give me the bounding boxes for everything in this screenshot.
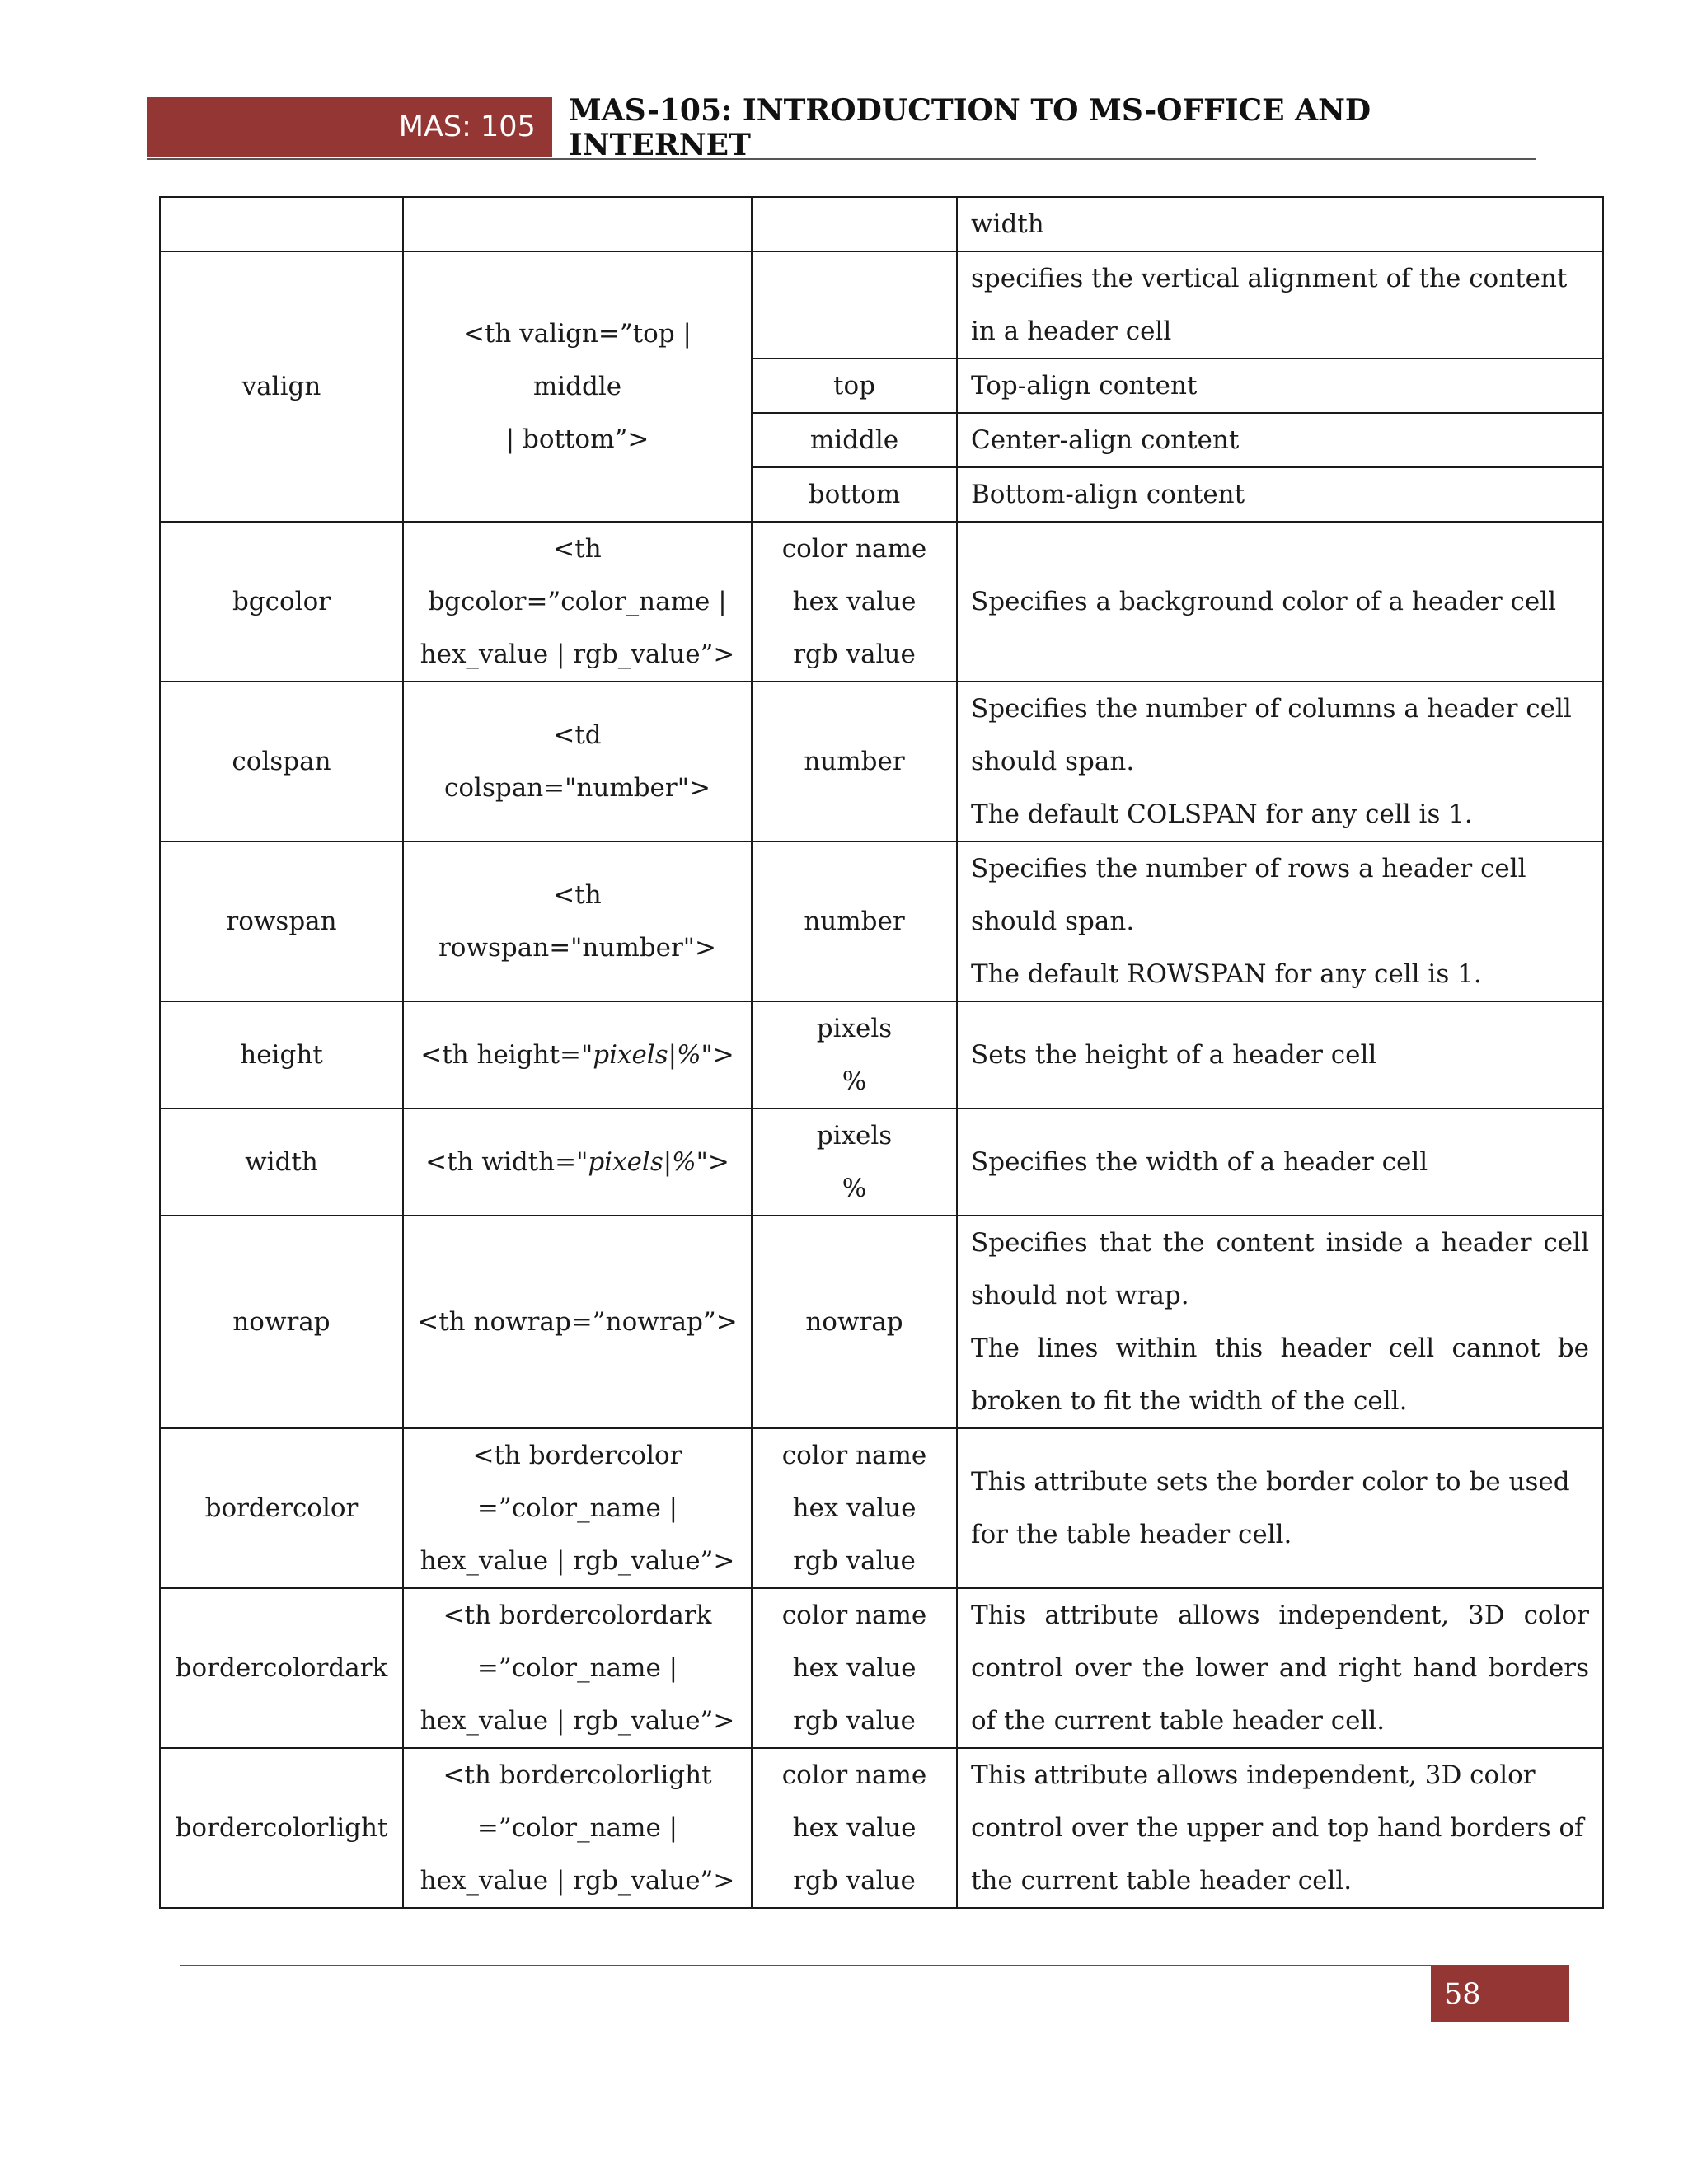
attr-syntax: <th bordercolor =”color_name | hex_value | rgb_value”>	[403, 1428, 752, 1588]
attr-name: bgcolor	[160, 522, 403, 682]
attr-name: colspan	[160, 682, 403, 841]
attr-value-description: Center-align content	[957, 413, 1603, 467]
attr-value: nowrap	[752, 1216, 957, 1428]
attr-name: valign	[160, 251, 403, 522]
continued-width-text: width	[957, 197, 1603, 251]
attr-name: bordercolorlight	[160, 1748, 403, 1908]
attr-syntax: <th bordercolordark =”color_name | hex_value | rgb_value”>	[403, 1588, 752, 1748]
course-title: MAS-105: INTRODUCTION TO MS-OFFICE AND INTERNET	[568, 93, 1372, 162]
attr-values: pixels %	[752, 1108, 957, 1216]
attr-values: color name hex value rgb value	[752, 1428, 957, 1588]
table-row-bgcolor	[160, 522, 1603, 682]
attr-name: width	[160, 1108, 403, 1216]
attr-name: height	[160, 1001, 403, 1108]
attr-syntax: <th nowrap=”nowrap”>	[403, 1216, 752, 1428]
th-attributes-table	[159, 196, 1604, 1909]
attr-description: Sets the height of a header cell	[957, 1001, 1603, 1108]
attr-description: Specifies the width of a header cell	[957, 1108, 1603, 1216]
attr-description: Specifies the number of columns a header cell should span. The default COLSPAN for any cell is 1.	[957, 682, 1603, 841]
attr-values: pixels %	[752, 1001, 957, 1108]
attr-syntax: <th valign=”top | middle | bottom”>	[403, 251, 752, 522]
attr-name: nowrap	[160, 1216, 403, 1428]
table-row-valign	[160, 251, 1603, 359]
attr-syntax: <th bgcolor=”color_name | hex_value | rgb_value”>	[403, 522, 752, 682]
table-row-colspan	[160, 682, 1603, 841]
attr-values: color name hex value rgb value	[752, 1748, 957, 1908]
table-row-nowrap	[160, 1216, 1603, 1428]
table-row-bordercolorlight	[160, 1748, 1603, 1908]
course-code-badge: MAS: 105	[147, 97, 552, 157]
attr-syntax: <th bordercolorlight =”color_name | hex_value | rgb_value”>	[403, 1748, 752, 1908]
attr-description: Specifies a background color of a header cell	[957, 522, 1603, 682]
attr-description: This attribute allows independent, 3D color control over the lower and right hand borders of the current table header cell.	[957, 1588, 1603, 1748]
table-row-rowspan	[160, 841, 1603, 1001]
attr-value: number	[752, 841, 957, 1001]
table-row-height	[160, 1001, 1603, 1108]
attr-description: Specifies the number of rows a header cell should span. The default ROWSPAN for any cell is 1.	[957, 841, 1603, 1001]
attr-syntax: <th height="pixels|%">	[403, 1001, 752, 1108]
attr-value: top	[752, 359, 957, 413]
attr-description: Specifies that the content inside a header cell should not wrap. The lines within this header cell cannot be broken to fit the width of the cell.	[957, 1216, 1603, 1428]
attr-name: bordercolordark	[160, 1588, 403, 1748]
attr-syntax: <th rowspan="number">	[403, 841, 752, 1001]
attr-values: color name hex value rgb value	[752, 522, 957, 682]
attr-value: number	[752, 682, 957, 841]
page-header	[147, 93, 1536, 162]
attr-value: middle	[752, 413, 957, 467]
table-row-bordercolor	[160, 1428, 1603, 1588]
attr-syntax: <td colspan="number">	[403, 682, 752, 841]
attr-value-description: Bottom-align content	[957, 467, 1603, 522]
attr-syntax: <th width="pixels|%">	[403, 1108, 752, 1216]
table-row-width	[160, 1108, 1603, 1216]
attr-name: bordercolor	[160, 1428, 403, 1588]
table-row-bordercolordark	[160, 1588, 1603, 1748]
attr-description: This attribute allows independent, 3D color control over the upper and top hand borders of the current table header cell.	[957, 1748, 1603, 1908]
attr-description: specifies the vertical alignment of the content in a header cell	[957, 251, 1603, 359]
footer-divider	[180, 1965, 1569, 1966]
table-row-continued	[160, 197, 1603, 251]
attr-values: color name hex value rgb value	[752, 1588, 957, 1748]
attr-value-description: Top-align content	[957, 359, 1603, 413]
page-number-badge: 58	[1431, 1966, 1569, 2022]
attr-description: This attribute sets the border color to be used for the table header cell.	[957, 1428, 1603, 1588]
attr-value: bottom	[752, 467, 957, 522]
attr-name: rowspan	[160, 841, 403, 1001]
